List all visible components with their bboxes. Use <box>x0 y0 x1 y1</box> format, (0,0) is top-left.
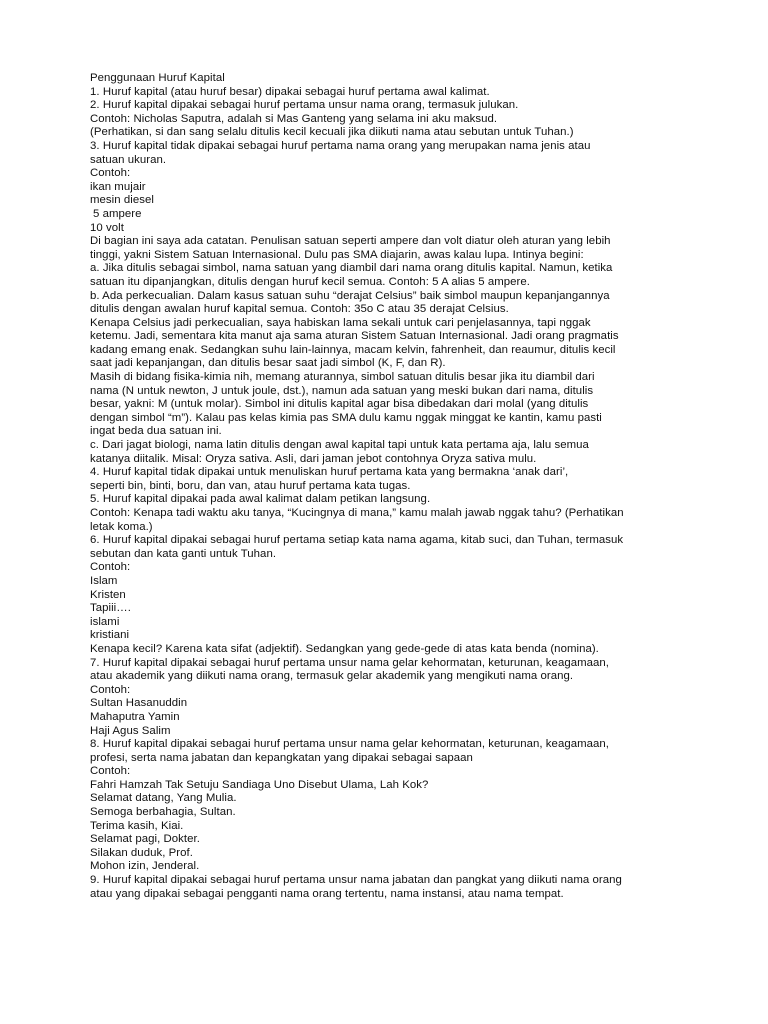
text-line: 6. Huruf kapital dipakai sebagai huruf pertama setiap kata nama agama, kitab suci, dan Tuhan, termasuk <box>90 534 624 547</box>
text-line: saat jadi kepanjangan, dan ditulis besar saat jadi simbol (K, F, dan R). <box>90 357 446 370</box>
text-line: kadang emang enak. Sedangkan suhu lain-lainnya, macam kelvin, fahrenheit, dan reaumur, ditulis kecil <box>90 343 616 356</box>
text-line: Semoga berbahagia, Sultan. <box>90 806 236 819</box>
text-line: mesin diesel <box>90 194 154 207</box>
text-line: Contoh: <box>90 683 131 696</box>
text-line: Masih di bidang fisika-kimia nih, memang aturannya, simbol satuan ditulis besar jika itu diambil dari <box>90 371 595 384</box>
text-line: Mohon izin, Jenderal. <box>90 860 200 873</box>
text-line: Contoh: <box>90 765 131 778</box>
text-line: Contoh: Nicholas Saputra, adalah si Mas Ganteng yang selama ini aku maksud. <box>90 112 498 125</box>
text-line: nama (N untuk newton, J untuk joule, dst.), namun ada satuan yang meski bukan dari nama, ditulis <box>90 384 594 397</box>
text-line: Silakan duduk, Prof. <box>90 846 193 859</box>
text-line: Contoh: <box>90 167 131 180</box>
text-line: 5 ampere <box>93 207 142 220</box>
text-line: dengan simbol “m”). Kalau pas kelas kimia pas SMA dulu kamu nggak minggat ke kantin, kamu pasti <box>90 411 602 424</box>
text-line: (Perhatikan, si dan sang selalu ditulis kecil kecuali jika diikuti nama atau sebutan untuk Tuhan.) <box>90 126 574 139</box>
text-line: Terima kasih, Kiai. <box>90 819 184 832</box>
text-line: a. Jika ditulis sebagai simbol, nama satuan yang diambil dari nama orang ditulis kapital. Namun, ketika <box>90 262 613 275</box>
text-line: seperti bin, binti, boru, dan van, atau huruf pertama kata tugas. <box>90 479 411 492</box>
text-line: 3. Huruf kapital tidak dipakai sebagai huruf pertama nama orang yang merupakan nama jenis atau <box>90 139 591 152</box>
text-line: ditulis dengan awalan huruf kapital semua. Contoh: 35o C atau 35 derajat Celsius. <box>90 303 509 316</box>
text-line: besar, yakni: M (untuk molar). Simbol ini ditulis kapital agar bisa dibedakan dari molal (yang ditulis <box>90 398 589 411</box>
text-line: sebutan dan kata ganti untuk Tuhan. <box>90 547 277 560</box>
text-line: profesi, serta nama jabatan dan kepangkatan yang dipakai sebagai sapaan <box>90 751 473 764</box>
text-line: 9. Huruf kapital dipakai sebagai huruf pertama unsur nama jabatan dan pangkat yang diikuti nama orang <box>90 874 622 887</box>
text-line: 8. Huruf kapital dipakai sebagai huruf pertama unsur nama gelar kehormatan, keturunan, keagamaan, <box>90 738 610 751</box>
text-line: satuan ukuran. <box>90 153 167 166</box>
text-line: satuan itu dipanjangkan, ditulis dengan huruf kecil semua. Contoh: 5 A alias 5 ampere. <box>90 275 530 288</box>
text-line: b. Ada perkecualian. Dalam kasus satuan suhu “derajat Celsius” baik simbol maupun kepanjangannya <box>90 289 610 302</box>
text-line: Islam <box>90 574 118 587</box>
text-line: katanya diitalik. Misal: Oryza sativa. Asli, dari jaman jebot contohnya Oryza sativa mulu. <box>90 452 537 465</box>
document-title: Penggunaan Huruf Kapital <box>90 72 225 84</box>
text-line: 10 volt <box>90 221 124 234</box>
text-line: 1. Huruf kapital (atau huruf besar) dipakai sebagai huruf pertama awal kalimat. <box>90 85 490 98</box>
text-line: Kenapa kecil? Karena kata sifat (adjektif). Sedangkan yang gede-gede di atas kata benda (nomina). <box>90 642 599 655</box>
text-line: Di bagian ini saya ada catatan. Penulisan satuan seperti ampere dan volt diatur oleh aturan yang lebih <box>90 235 611 248</box>
document-page <box>90 72 690 901</box>
text-line: Fahri Hamzah Tak Setuju Sandiaga Uno Disebut Ulama, Lah Kok? <box>90 778 429 791</box>
text-line: Sultan Hasanuddin <box>90 697 188 710</box>
text-line: Kenapa Celsius jadi perkecualian, saya habiskan lama sekali untuk cari penjelasannya, tapi nggak <box>90 316 591 329</box>
text-line: 4. Huruf kapital tidak dipakai untuk menuliskan huruf pertama kata yang bermakna ‘anak dari’, <box>90 466 569 479</box>
text-line: 7. Huruf kapital dipakai sebagai huruf pertama unsur nama gelar kehormatan, keturunan, keagamaan, <box>90 656 610 669</box>
text-line: Haji Agus Salim <box>90 724 171 737</box>
text-line: tinggi, yakni Sistem Satuan Internasional. Dulu pas SMA diajarin, awas kalau lupa. Intinya begini: <box>90 248 584 261</box>
text-line: ketemu. Jadi, sementara kita manut aja sama aturan Sistem Satuan Internasional. Jadi orang pragmatis <box>90 330 619 343</box>
text-line: c. Dari jagat biologi, nama latin ditulis dengan awal kapital tapi untuk kata pertama aja, lalu semua <box>90 439 589 452</box>
text-line: ikan mujair <box>90 180 146 193</box>
text-line: atau akademik yang diikuti nama orang, termasuk gelar akademik yang mengikuti nama orang. <box>90 670 574 683</box>
text-line: 5. Huruf kapital dipakai pada awal kalimat dalam petikan langsung. <box>90 493 431 506</box>
text-line: Contoh: Kenapa tadi waktu aku tanya, “Kucingnya di mana,” kamu malah jawab nggak tahu? (Perhatikan <box>90 507 624 519</box>
text-line: Contoh: <box>90 561 131 574</box>
text-line: letak koma.) <box>90 520 153 533</box>
text-line: islami <box>90 615 120 628</box>
text-line: 2. Huruf kapital dipakai sebagai huruf pertama unsur nama orang, termasuk julukan. <box>90 99 519 112</box>
text-line: atau yang dipakai sebagai pengganti nama orang tertentu, nama instansi, atau nama tempat. <box>90 887 564 900</box>
text-line: kristiani <box>90 629 130 642</box>
text-line: Kristen <box>90 588 126 601</box>
text-line: Selamat datang, Yang Mulia. <box>90 792 237 805</box>
text-line: ingat beda dua satuan ini. <box>90 425 222 438</box>
text-line: Tapiii…. <box>90 602 131 615</box>
text-line: Mahaputra Yamin <box>90 710 180 723</box>
text-line: Selamat pagi, Dokter. <box>90 833 200 846</box>
